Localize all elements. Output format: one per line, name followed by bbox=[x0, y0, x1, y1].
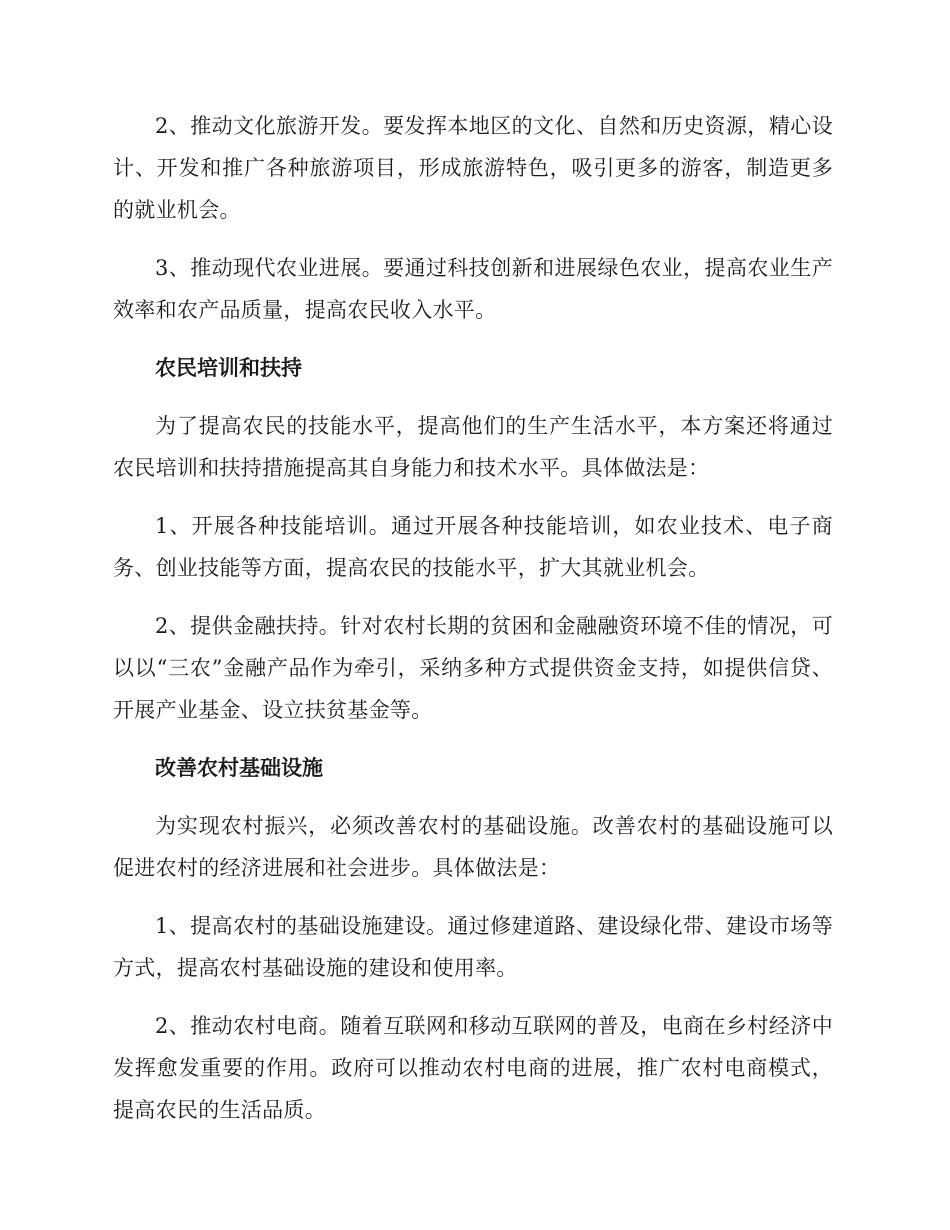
paragraph-rural-ecommerce: 2、推动农村电商。随着互联网和移动互联网的普及，电商在乡村经济中发挥愈发重要的作用。政府可以推动农村电商的进展，推广农村电商模式，提高农民的生活品质。 bbox=[113, 1014, 833, 1122]
paragraph-infrastructure-intro: 为实现农村振兴，必须改善农村的基础设施。改善农村的基础设施可以促进农村的经济进展和社会进步。具体做法是： bbox=[113, 814, 833, 880]
section-heading-farmer-training: 农民培训和扶持 bbox=[155, 356, 302, 380]
document-body bbox=[113, 105, 833, 1147]
paragraph-infrastructure-construction: 1、提高农村的基础设施建设。通过修建道路、建设绿化带、建设市场等方式，提高农村基础设施的建设和使用率。 bbox=[113, 914, 833, 980]
section-heading-infrastructure: 改善农村基础设施 bbox=[155, 756, 323, 780]
paragraph-financial-support: 2、提供金融扶持。针对农村长期的贫困和金融融资环境不佳的情况，可以以“三农”金融产品作为牵引，采纳多种方式提供资金支持，如提供信贷、开展产业基金、设立扶贫基金等。 bbox=[113, 614, 833, 722]
paragraph-modern-agriculture: 3、推动现代农业进展。要通过科技创新和进展绿色农业，提高农业生产效率和农产品质量，提高农民收入水平。 bbox=[113, 256, 833, 322]
paragraph-skills-training: 1、开展各种技能培训。通过开展各种技能培训，如农业技术、电子商务、创业技能等方面，提高农民的技能水平，扩大其就业机会。 bbox=[113, 514, 833, 580]
paragraph-training-intro: 为了提高农民的技能水平，提高他们的生产生活水平，本方案还将通过农民培训和扶持措施提高其自身能力和技术水平。具体做法是： bbox=[113, 414, 833, 480]
paragraph-tourism: 2、推动文化旅游开发。要发挥本地区的文化、自然和历史资源，精心设计、开发和推广各种旅游项目，形成旅游特色，吸引更多的游客，制造更多的就业机会。 bbox=[113, 114, 833, 222]
